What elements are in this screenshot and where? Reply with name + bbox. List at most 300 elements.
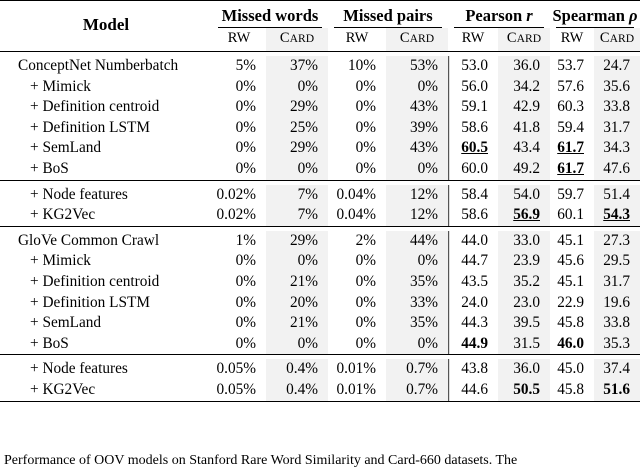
cell-value: 0% <box>355 314 376 332</box>
table-cell <box>498 272 550 293</box>
card-initial: C <box>506 30 517 46</box>
cell-value: 45.8 <box>557 314 584 332</box>
cell-value: 47.6 <box>603 159 630 177</box>
cell-value: 0% <box>417 77 438 95</box>
cell-value: 60.1 <box>557 206 584 224</box>
cell-value: 2% <box>355 231 376 249</box>
subheader-mp-rw: RW <box>345 30 369 46</box>
cell-value: 0.02% <box>216 185 256 203</box>
cell-value: 29% <box>289 139 318 157</box>
cell-value: 0% <box>297 77 318 95</box>
cell-value: 50.5 <box>513 380 540 398</box>
table-cell <box>550 118 594 139</box>
table-cell <box>212 138 266 159</box>
table-cell <box>386 159 448 180</box>
cell-value: 37% <box>289 57 318 74</box>
cell-value: 33.8 <box>603 314 630 332</box>
table-cell <box>550 380 594 401</box>
table-cell <box>386 185 448 206</box>
cell-value: 31.7 <box>603 118 630 136</box>
subheader-pe-card <box>498 28 550 52</box>
table-cell <box>212 185 266 206</box>
cell-value: 1% <box>235 231 256 249</box>
cell-value: 0% <box>297 159 318 177</box>
cell-value: 0.4% <box>286 360 318 378</box>
cell-value: 61.7 <box>557 159 584 177</box>
table-row <box>0 272 640 293</box>
cell-value: 0% <box>235 252 256 270</box>
cell-value: 53% <box>409 57 438 74</box>
table-cell <box>386 118 448 139</box>
card-initial: C <box>599 30 610 46</box>
cell-value: 34.3 <box>603 139 630 157</box>
table-cell <box>328 56 386 77</box>
table-row <box>0 359 640 380</box>
table-cell <box>498 359 550 380</box>
table-cell <box>550 56 594 77</box>
cell-value: 43.8 <box>461 360 488 378</box>
table-cell <box>212 293 266 314</box>
table-cell <box>594 77 640 98</box>
cell-value: 45.0 <box>557 360 584 378</box>
cell-value: 60.5 <box>461 139 488 157</box>
table-row <box>0 97 640 118</box>
cell-value: 49.2 <box>513 159 540 177</box>
pearson-symbol: r <box>526 6 533 25</box>
cell-value: 43% <box>409 98 438 116</box>
cell-value: 23.9 <box>513 252 540 270</box>
cell-value: 35% <box>409 314 438 332</box>
cell-value: 0.04% <box>336 206 376 224</box>
card-rest: ARD <box>516 32 542 45</box>
subheader-pe-rw: RW <box>461 30 485 46</box>
table-cell <box>328 77 386 98</box>
header-model: Model <box>82 15 130 34</box>
table-cell <box>328 251 386 272</box>
table-cell <box>448 359 498 380</box>
cell-value: 59.7 <box>557 185 584 203</box>
table-cell <box>498 231 550 252</box>
group-label-text: Pearson <box>465 6 523 25</box>
group-label-text: Missed pairs <box>343 6 433 25</box>
cell-value: 33.8 <box>603 98 630 116</box>
table-cell <box>498 56 550 77</box>
table-row <box>0 231 640 252</box>
table-cell <box>594 313 640 334</box>
table-cell <box>498 380 550 401</box>
card-rest: ARD <box>289 32 315 45</box>
cell-value: 60.3 <box>557 98 584 116</box>
cell-value: 34.2 <box>513 77 540 95</box>
row-label: + Definition centroid <box>30 272 160 290</box>
cell-value: 0% <box>297 252 318 270</box>
cell-value: 0% <box>235 159 256 177</box>
cell-value: 36.0 <box>513 57 540 74</box>
table-cell <box>386 97 448 118</box>
cell-value: 0.04% <box>336 185 376 203</box>
cell-value: 33% <box>409 293 438 311</box>
cell-value: 37.4 <box>603 360 630 378</box>
cell-value: 24.0 <box>461 293 488 311</box>
table-cell <box>594 159 640 180</box>
table-cell <box>498 313 550 334</box>
table-cell <box>266 159 328 180</box>
cell-value: 0% <box>235 98 256 116</box>
cell-value: 35.3 <box>603 334 630 352</box>
table-cell <box>386 293 448 314</box>
cell-value: 0% <box>417 334 438 352</box>
header-group-spearman <box>550 1 640 27</box>
table-cell <box>386 205 448 226</box>
table-cell <box>448 334 498 355</box>
table-cell <box>448 118 498 139</box>
cell-value: 0% <box>297 334 318 352</box>
group-label-text: Spearman <box>552 6 625 25</box>
table-cell <box>550 159 594 180</box>
card-rest: ARD <box>609 32 635 45</box>
table-cell <box>594 56 640 77</box>
table-cell <box>266 251 328 272</box>
table-cell <box>448 185 498 206</box>
cell-value: 20% <box>289 293 318 311</box>
table-cell <box>266 359 328 380</box>
table-head <box>0 1 640 52</box>
table-cell <box>266 380 328 401</box>
table-cell <box>266 56 328 77</box>
cell-value: 59.4 <box>557 118 584 136</box>
cell-value: 33.0 <box>513 231 540 249</box>
table-cell <box>448 97 498 118</box>
table-cell <box>266 138 328 159</box>
table-cell <box>266 272 328 293</box>
cell-value: 0% <box>235 77 256 95</box>
table-cell <box>266 185 328 206</box>
cell-value: 56.0 <box>461 77 488 95</box>
table-row <box>0 77 640 98</box>
cell-value: 0.05% <box>216 380 256 398</box>
table-cell <box>498 185 550 206</box>
table-cell <box>328 334 386 355</box>
cell-value: 58.6 <box>461 206 488 224</box>
table-cell <box>266 118 328 139</box>
cell-value: 19.6 <box>603 293 630 311</box>
table-cell <box>212 380 266 401</box>
cell-value: 0% <box>235 139 256 157</box>
table-cell <box>550 272 594 293</box>
table-cell <box>550 97 594 118</box>
table-cell <box>550 185 594 206</box>
table-row <box>0 159 640 180</box>
row-label: + BoS <box>30 334 69 352</box>
table-cell <box>550 231 594 252</box>
cell-value: 58.6 <box>461 118 488 136</box>
subheader-mw-card <box>266 28 328 52</box>
cell-value: 58.4 <box>461 185 488 203</box>
cell-value: 35% <box>409 272 438 290</box>
cell-value: 46.0 <box>557 334 584 352</box>
table-cell <box>386 231 448 252</box>
cell-value: 36.0 <box>513 360 540 378</box>
table-cell <box>498 205 550 226</box>
spearman-symbol: ρ <box>629 6 638 25</box>
cell-value: 57.6 <box>557 77 584 95</box>
table-cell <box>212 313 266 334</box>
table-row <box>0 380 640 401</box>
table-cell <box>328 159 386 180</box>
cell-value: 61.7 <box>557 139 584 157</box>
subheader-mp-card <box>386 28 448 52</box>
subheader-mw-rw: RW <box>227 30 251 46</box>
cell-value: 0% <box>235 118 256 136</box>
table-cell <box>328 359 386 380</box>
row-label: + Mimick <box>30 252 91 270</box>
table-cell <box>328 97 386 118</box>
cell-value: 0% <box>235 272 256 290</box>
table-cell <box>386 56 448 77</box>
header-group-missed-words <box>212 1 328 27</box>
cell-value: 0% <box>355 77 376 95</box>
row-label: + KG2Vec <box>30 380 96 398</box>
table-cell <box>498 118 550 139</box>
table-cell <box>448 251 498 272</box>
table-row <box>0 205 640 226</box>
row-label: + KG2Vec <box>30 206 96 224</box>
cell-value: 0.02% <box>216 206 256 224</box>
table-cell <box>594 359 640 380</box>
table-cell <box>594 380 640 401</box>
table-row <box>0 138 640 159</box>
row-label: + SemLand <box>30 314 102 332</box>
row-label: + BoS <box>30 159 69 177</box>
table-body <box>0 52 640 405</box>
table-cell <box>328 293 386 314</box>
cell-value: 44.6 <box>461 380 488 398</box>
table-cell <box>328 205 386 226</box>
cell-value: 0% <box>235 293 256 311</box>
table-cell <box>212 359 266 380</box>
row-label: + Node features <box>30 360 128 378</box>
rule-cell <box>0 401 640 405</box>
table-cell <box>212 251 266 272</box>
cell-value: 45.6 <box>557 252 584 270</box>
card-initial: C <box>399 30 410 46</box>
cell-value: 21% <box>289 272 318 290</box>
table-cell <box>498 97 550 118</box>
table-cell <box>448 293 498 314</box>
cell-value: 0% <box>235 314 256 332</box>
table-cell <box>212 272 266 293</box>
cell-value: 43.4 <box>513 139 540 157</box>
table-cell <box>448 138 498 159</box>
table-cell <box>386 380 448 401</box>
row-label: ConceptNet Numberbatch <box>18 57 179 74</box>
cell-value: 7% <box>297 206 318 224</box>
table-cell <box>212 118 266 139</box>
table-cell <box>448 231 498 252</box>
row-label: + SemLand <box>30 139 102 157</box>
cell-value: 53.0 <box>461 57 488 74</box>
table-cell <box>550 293 594 314</box>
cell-value: 56.9 <box>513 206 540 224</box>
cell-value: 0.01% <box>336 360 376 378</box>
cell-value: 0% <box>355 139 376 157</box>
table-cell <box>212 56 266 77</box>
table-row <box>0 118 640 139</box>
subheader-sp-rw: RW <box>560 30 584 46</box>
table-cell <box>212 97 266 118</box>
table-cell <box>448 77 498 98</box>
table-cell <box>212 231 266 252</box>
table-cell <box>266 313 328 334</box>
cell-value: 22.9 <box>557 293 584 311</box>
table-cell <box>328 231 386 252</box>
cell-value: 29% <box>289 231 318 249</box>
table-cell <box>266 293 328 314</box>
table-cell <box>594 251 640 272</box>
cell-value: 0.01% <box>336 380 376 398</box>
cell-value: 12% <box>409 185 438 203</box>
table-cell <box>328 138 386 159</box>
table-cell <box>386 334 448 355</box>
table-cell <box>550 77 594 98</box>
cell-value: 0% <box>355 272 376 290</box>
table-cell <box>550 205 594 226</box>
table-cell <box>448 159 498 180</box>
cell-value: 44.7 <box>461 252 488 270</box>
cell-value: 0% <box>355 98 376 116</box>
table-cell <box>266 77 328 98</box>
table-row <box>0 313 640 334</box>
table-row <box>0 334 640 355</box>
cell-value: 45.1 <box>557 231 584 249</box>
table-cell <box>266 334 328 355</box>
cell-value: 0% <box>355 159 376 177</box>
cell-value: 21% <box>289 314 318 332</box>
cell-value: 0% <box>417 252 438 270</box>
group-header-row <box>0 1 640 27</box>
table-cell <box>594 334 640 355</box>
table-cell <box>448 313 498 334</box>
table-cell <box>550 138 594 159</box>
table-cell <box>550 334 594 355</box>
table-cell <box>212 205 266 226</box>
table-cell <box>328 380 386 401</box>
table-cell <box>594 185 640 206</box>
header-group-missed-pairs <box>328 1 448 27</box>
cell-value: 0% <box>235 334 256 352</box>
cell-value: 31.5 <box>513 334 540 352</box>
cell-value: 43.5 <box>461 272 488 290</box>
table-cell <box>386 272 448 293</box>
table-row <box>0 56 640 77</box>
cell-value: 42.9 <box>513 98 540 116</box>
table-row <box>0 293 640 314</box>
table-cell <box>594 118 640 139</box>
cell-value: 45.1 <box>557 272 584 290</box>
table-cell <box>386 359 448 380</box>
table-cell <box>594 138 640 159</box>
table-cell <box>328 313 386 334</box>
table-cell <box>498 159 550 180</box>
table-cell <box>550 251 594 272</box>
card-rest: ARD <box>409 32 435 45</box>
cell-value: 0% <box>355 118 376 136</box>
cell-value: 60.0 <box>461 159 488 177</box>
table-cell <box>266 97 328 118</box>
cell-value: 29% <box>289 98 318 116</box>
cell-value: 44.9 <box>461 334 488 352</box>
table-cell <box>594 231 640 252</box>
table-cell <box>328 272 386 293</box>
table-cell <box>212 159 266 180</box>
cell-value: 0% <box>355 334 376 352</box>
cell-value: 53.7 <box>557 57 584 74</box>
table-row <box>0 185 640 206</box>
cell-value: 24.7 <box>603 57 630 74</box>
cell-value: 44.3 <box>461 314 488 332</box>
cell-value: 7% <box>297 185 318 203</box>
cell-value: 0% <box>417 159 438 177</box>
cell-value: 45.8 <box>557 380 584 398</box>
row-label: + Definition centroid <box>30 98 160 116</box>
table-cell <box>328 185 386 206</box>
cell-value: 5% <box>235 57 256 74</box>
cell-value: 39.5 <box>513 314 540 332</box>
row-label: + Mimick <box>30 77 91 95</box>
table-cell <box>498 293 550 314</box>
table-cell <box>594 97 640 118</box>
table-cell <box>498 138 550 159</box>
cell-value: 12% <box>409 206 438 224</box>
table-cell <box>266 205 328 226</box>
table-cell <box>212 77 266 98</box>
cell-value: 23.0 <box>513 293 540 311</box>
table-cell <box>594 272 640 293</box>
table-cell <box>498 334 550 355</box>
table-cell <box>386 251 448 272</box>
cell-value: 0.7% <box>406 360 438 378</box>
bottom-rule <box>0 401 640 405</box>
table-cell <box>448 56 498 77</box>
table-cell <box>386 77 448 98</box>
figure-caption: Performance of OOV models on Stanford Rare Word Similarity and Card-660 datasets. The <box>4 453 518 468</box>
cell-value: 54.3 <box>603 206 630 224</box>
cell-value: 31.7 <box>603 272 630 290</box>
cell-value: 51.4 <box>603 185 630 203</box>
cell-value: 29.5 <box>603 252 630 270</box>
table-cell <box>386 138 448 159</box>
cell-value: 0.05% <box>216 360 256 378</box>
table-cell <box>212 334 266 355</box>
cell-value: 43% <box>409 139 438 157</box>
cell-value: 0.4% <box>286 380 318 398</box>
cell-value: 39% <box>409 118 438 136</box>
table-cell <box>594 205 640 226</box>
cell-value: 44.0 <box>461 231 488 249</box>
table-cell <box>386 313 448 334</box>
cell-value: 51.6 <box>603 380 630 398</box>
table-cell <box>266 231 328 252</box>
cell-value: 44% <box>409 231 438 249</box>
table-cell <box>448 272 498 293</box>
table-cell <box>550 313 594 334</box>
cell-value: 35.6 <box>603 77 630 95</box>
cell-value: 35.2 <box>513 272 540 290</box>
cell-value: 25% <box>289 118 318 136</box>
cell-value: 54.0 <box>513 185 540 203</box>
cell-value: 59.1 <box>461 98 488 116</box>
row-label: + Definition LSTM <box>30 118 150 136</box>
